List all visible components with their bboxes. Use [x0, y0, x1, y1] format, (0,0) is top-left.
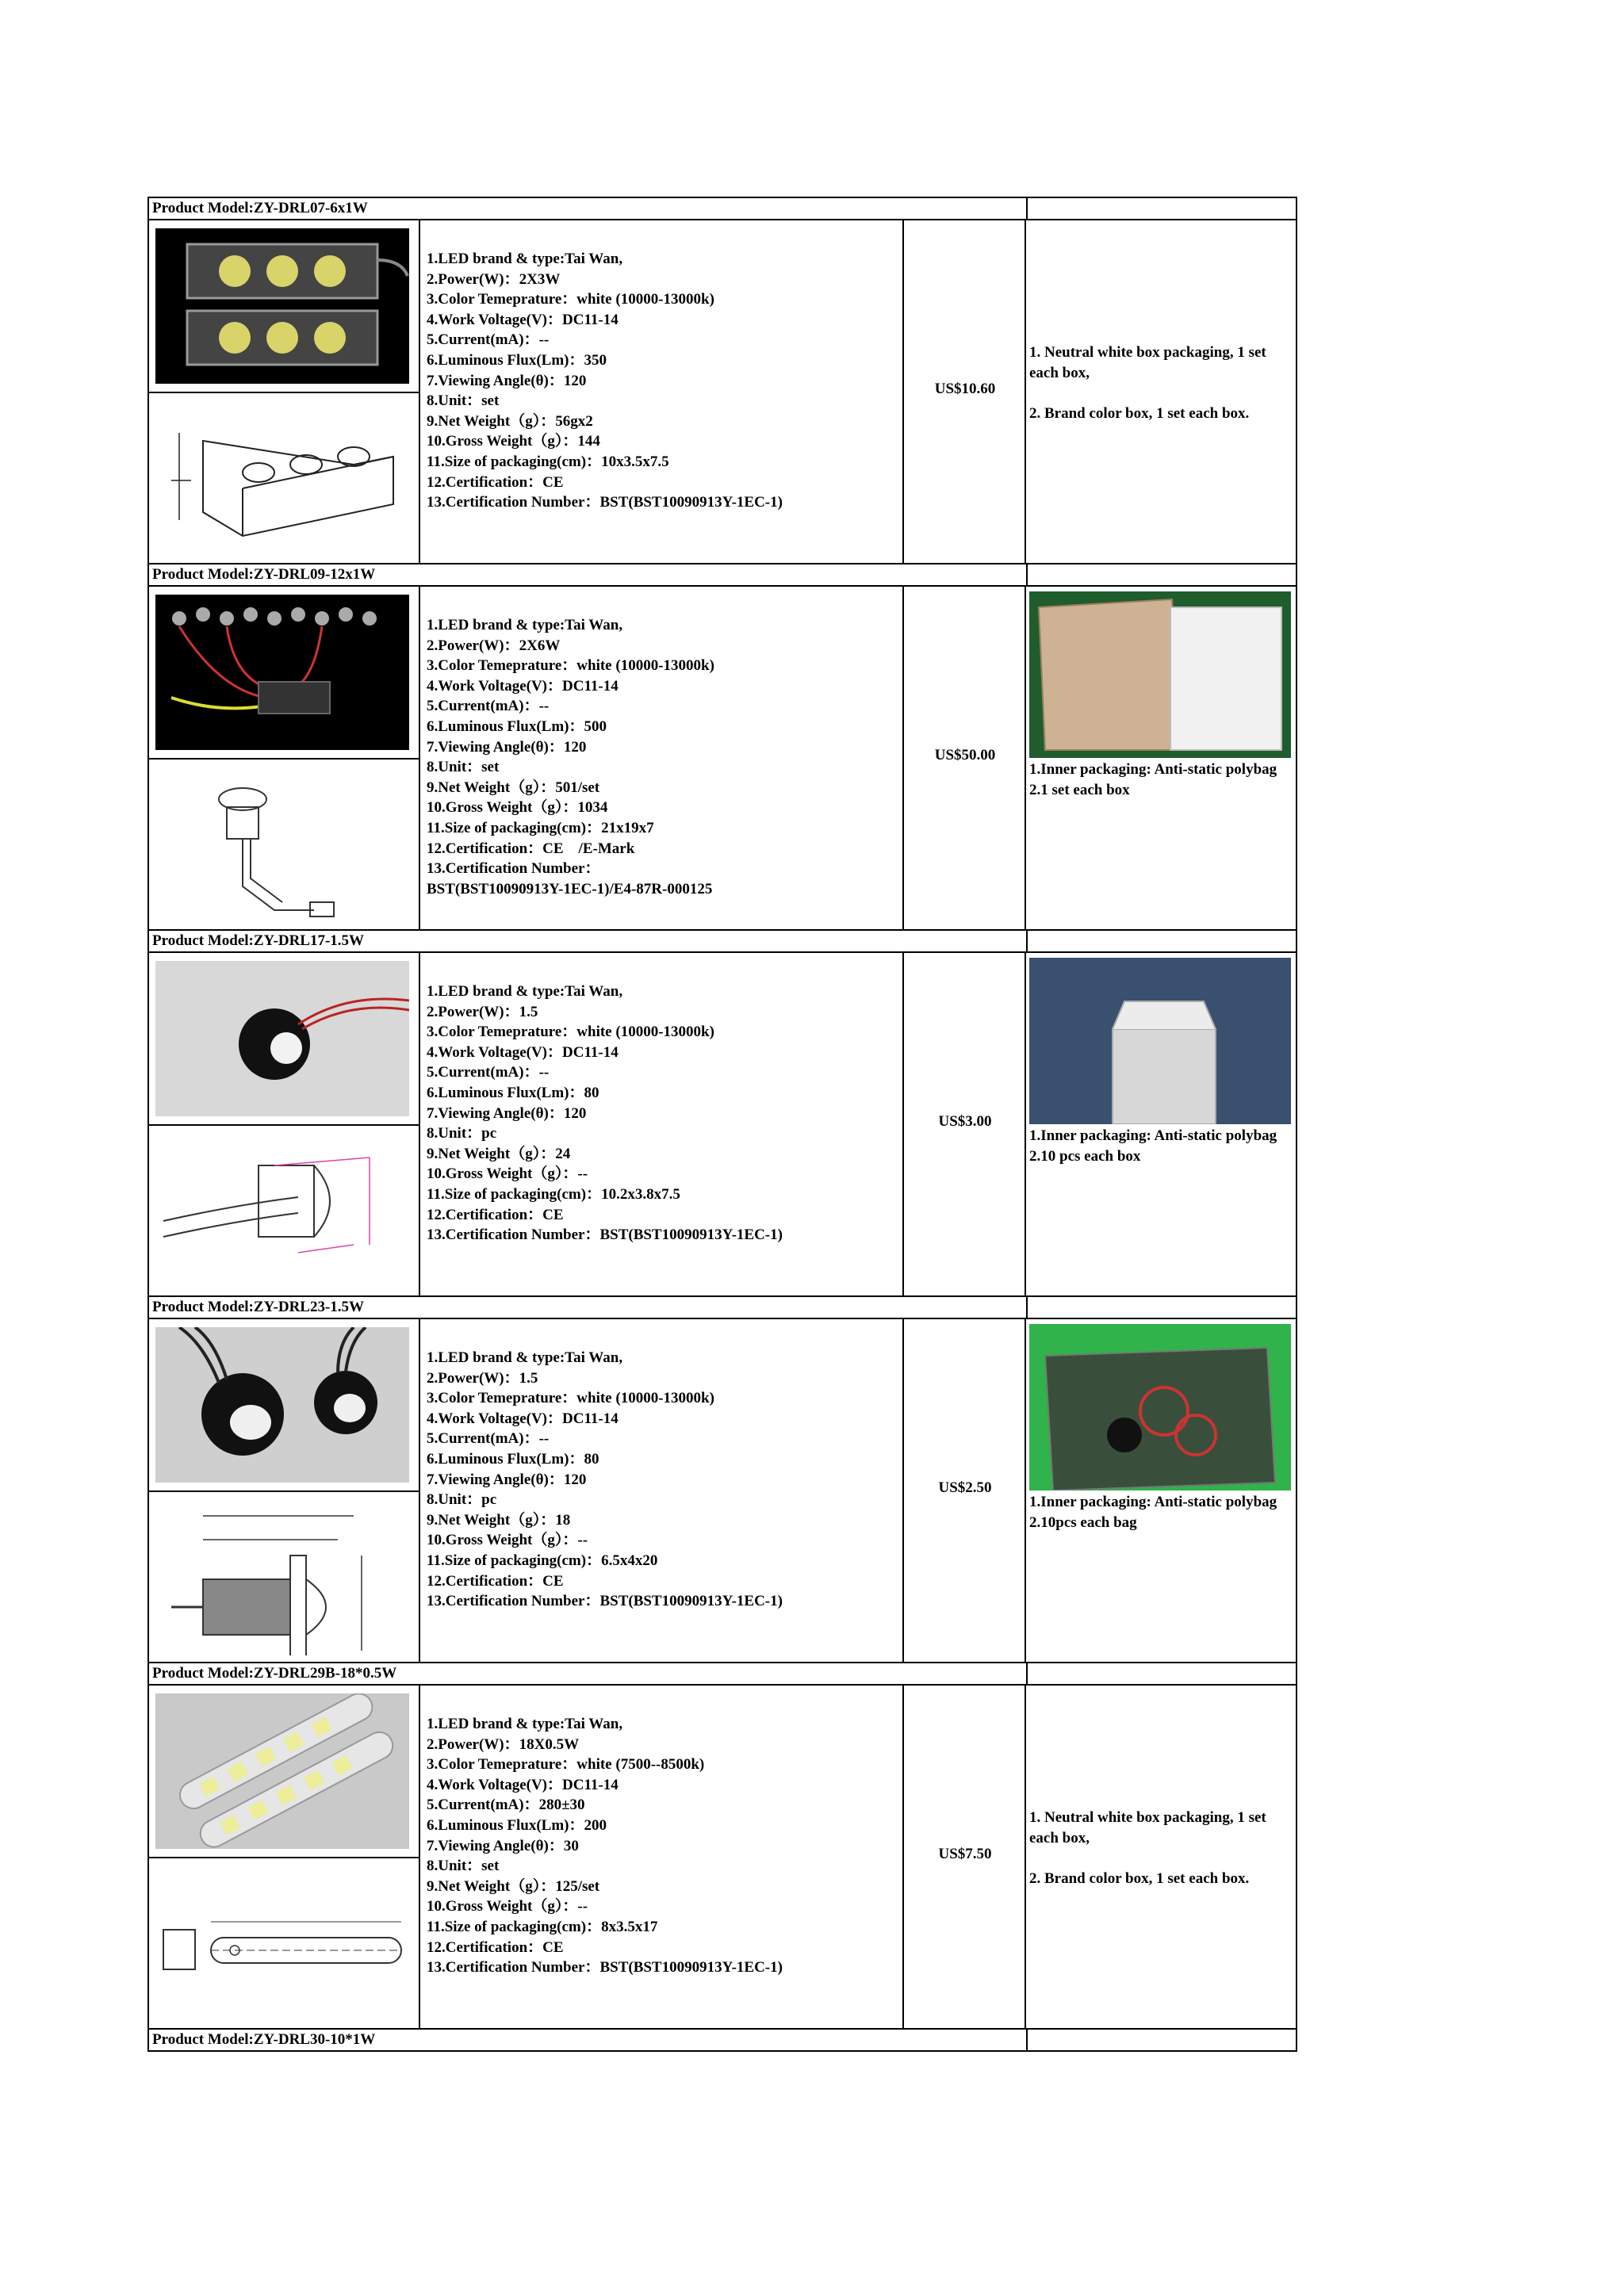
spec-list: [427, 982, 899, 1246]
twin-eagle-eye-photo-icon: [155, 1327, 409, 1483]
spec-line: 7.Viewing Angle(θ)：120: [427, 1104, 587, 1122]
product-model-label: Product Model:ZY-DRL09-12x1W: [152, 566, 376, 583]
spec-line: 3.Color Temeprature：white (10000-13000k): [427, 291, 714, 308]
spec-line: 1.LED brand & type:Tai Wan,: [427, 251, 623, 267]
spec-list: [427, 249, 899, 513]
spec-line: 9.Net Weight（g）：501/set: [427, 779, 600, 796]
product-model-label: Product Model:ZY-DRL23-1.5W: [152, 1299, 365, 1315]
product-price: US$10.60: [934, 381, 996, 397]
spec-line: 6.Luminous Flux(Lm)：350: [427, 351, 607, 369]
spec-line: 4.Work Voltage(V)：DC11-14: [427, 677, 619, 695]
image-divider: [149, 1490, 419, 1492]
spec-line: 2.Power(W)：18X0.5W: [427, 1735, 580, 1753]
product-model-header: [147, 1662, 1297, 1684]
product-model-header: [147, 2028, 1297, 2052]
eagle-eye-dim-drawing-icon: [155, 1134, 409, 1289]
product-specs-cell: [419, 220, 904, 563]
product-dimension-drawing: [155, 1500, 409, 1655]
product-specs-cell: [419, 1686, 904, 2028]
spec-line: 10.Gross Weight（g）：--: [427, 1898, 588, 1915]
led-bar-photo-icon: [155, 228, 409, 384]
spec-line: 5.Current(mA)：--: [427, 1064, 550, 1081]
bolt-dim-drawing-icon: [155, 1500, 409, 1655]
white-box-photo-icon: [1029, 958, 1291, 1124]
packaging-line: 2. Brand color box, 1 set each box.: [1029, 404, 1250, 422]
image-divider: [149, 1124, 419, 1126]
image-divider: [149, 1857, 419, 1858]
product-specs-cell: [419, 587, 904, 929]
spec-line: 11.Size of packaging(cm)：21x19x7: [427, 819, 654, 836]
spec-line: 13.Certification Number：BST(BST10090913Y-1EC-1): [427, 1226, 783, 1244]
spec-line: 3.Color Temeprature：white (10000-13000k): [427, 1024, 714, 1041]
spec-line: 7.Viewing Angle(θ)：120: [427, 738, 587, 756]
spec-line: 6.Luminous Flux(Lm)：80: [427, 1450, 599, 1468]
product-model-label: Product Model:ZY-DRL30-10*1W: [152, 2031, 376, 2048]
header-divider: [1026, 2030, 1028, 2050]
spec-line: 9.Net Weight（g）：56gx2: [427, 412, 593, 430]
spec-line: 8.Unit：set: [427, 1858, 500, 1875]
packaging-text: [1029, 1808, 1291, 1888]
spec-line: BST(BST10090913Y-1EC-1)/E4-87R-000125: [427, 880, 713, 897]
product-spec-sheet: [147, 197, 1297, 2052]
packaging-line: 2. Brand color box, 1 set each box.: [1029, 1869, 1250, 1887]
header-divider: [1026, 1297, 1028, 1318]
product-row: [147, 1684, 1297, 2028]
spec-line: 2.Power(W)：2X6W: [427, 637, 561, 654]
spec-line: 1.LED brand & type:Tai Wan,: [427, 1349, 623, 1366]
product-images-cell: [149, 1319, 419, 1662]
header-divider: [1026, 198, 1028, 219]
product-model-label: Product Model:ZY-DRL17-1.5W: [152, 932, 365, 949]
spec-line: 6.Luminous Flux(Lm)：80: [427, 1084, 599, 1101]
spec-line: 13.Certification Number：BST(BST10090913Y-1EC-1): [427, 1593, 783, 1610]
spec-line: 7.Viewing Angle(θ)：120: [427, 372, 587, 389]
product-dimension-drawing: [155, 1866, 409, 2022]
packaging-cell: [1025, 1319, 1297, 1662]
product-specs-cell: [419, 1319, 904, 1662]
product-price-cell: [902, 220, 1026, 563]
spec-list: [427, 1714, 899, 1978]
spec-line: 6.Luminous Flux(Lm)：200: [427, 1816, 607, 1834]
packaging-photo: [1029, 958, 1291, 1124]
packaging-line: 1.Inner packaging: Anti-static polybag: [1029, 1127, 1277, 1144]
spec-line: 8.Unit：set: [427, 392, 500, 410]
spec-line: 12.Certification：CE: [427, 1938, 564, 1956]
polybag-photo-icon: [1029, 1324, 1291, 1490]
product-model-header: [147, 563, 1297, 585]
spec-line: 8.Unit：pc: [427, 1125, 497, 1142]
product-price: US$7.50: [938, 1846, 992, 1862]
product-price-cell: [902, 1686, 1026, 2028]
product-images-cell: [149, 220, 419, 563]
image-divider: [149, 392, 419, 393]
product-images-cell: [149, 953, 419, 1295]
spec-line: 4.Work Voltage(V)：DC11-14: [427, 311, 619, 328]
packaging-text: [1029, 1492, 1291, 1533]
spec-list: [427, 615, 899, 899]
spec-line: 1.LED brand & type:Tai Wan,: [427, 617, 623, 633]
packaging-photo: [1029, 591, 1291, 758]
spec-list: [427, 1348, 899, 1612]
spec-line: 3.Color Temeprature：white (10000-13000k): [427, 657, 714, 675]
spec-line: 2.Power(W)：2X3W: [427, 270, 561, 288]
packaging-line: 2.10 pcs each box: [1029, 1147, 1141, 1165]
packaging-line: 1. Neutral white box packaging, 1 set each box,: [1029, 344, 1266, 381]
product-model-header: [147, 197, 1297, 219]
image-divider: [149, 758, 419, 760]
product-photo: [155, 961, 409, 1116]
packaging-line: 1. Neutral white box packaging, 1 set each box,: [1029, 1809, 1266, 1846]
spec-line: 13.Certification Number：: [427, 860, 600, 878]
led-strip-photo-icon: [155, 1693, 409, 1849]
strip-dim-drawing-icon: [155, 1866, 409, 2022]
packaging-cell: [1025, 220, 1297, 563]
spec-line: 9.Net Weight（g）：24: [427, 1145, 571, 1162]
spec-line: 1.LED brand & type:Tai Wan,: [427, 1716, 623, 1732]
spec-line: 4.Work Voltage(V)：DC11-14: [427, 1410, 619, 1427]
product-price-cell: [902, 953, 1026, 1295]
packaging-line: 2.1 set each box: [1029, 781, 1130, 798]
eagle-eye-photo-icon: [155, 961, 409, 1116]
spec-line: 5.Current(mA)：--: [427, 1430, 550, 1448]
spec-line: 5.Current(mA)：--: [427, 698, 550, 715]
spec-line: 10.Gross Weight（g）：1034: [427, 799, 608, 817]
spec-line: 7.Viewing Angle(θ)：120: [427, 1471, 587, 1488]
header-divider: [1026, 564, 1028, 585]
product-price: US$50.00: [934, 747, 996, 763]
spec-line: 9.Net Weight（g）：18: [427, 1511, 571, 1529]
spec-line: 9.Net Weight（g）：125/set: [427, 1877, 600, 1895]
product-images-cell: [149, 587, 419, 929]
packaging-text: [1029, 1126, 1291, 1166]
product-price-cell: [902, 587, 1026, 929]
spec-line: 10.Gross Weight（g）：--: [427, 1532, 588, 1549]
spec-line: 3.Color Temeprature：white (10000-13000k): [427, 1390, 714, 1407]
spec-line: 12.Certification：CE: [427, 473, 564, 491]
packaging-line: 1.Inner packaging: Anti-static polybag: [1029, 1494, 1277, 1510]
spec-line: 8.Unit：pc: [427, 1491, 497, 1509]
product-photo: [155, 1693, 409, 1849]
spec-line: 8.Unit：set: [427, 759, 500, 776]
product-model-header: [147, 929, 1297, 951]
product-model-label: Product Model:ZY-DRL29B-18*0.5W: [152, 1665, 397, 1682]
spec-line: 12.Certification：CE /E-Mark: [427, 840, 635, 857]
spec-line: 2.Power(W)：1.5: [427, 1003, 538, 1020]
spec-line: 3.Color Temeprature：white (7500--8500k): [427, 1756, 705, 1774]
eagle-eye-drawing-icon: [155, 767, 409, 923]
packaging-text: [1029, 342, 1291, 423]
header-divider: [1026, 931, 1028, 951]
spec-line: 13.Certification Number：BST(BST10090913Y-1EC-1): [427, 1959, 783, 1976]
spec-line: 4.Work Voltage(V)：DC11-14: [427, 1776, 619, 1793]
product-row: [147, 1318, 1297, 1662]
product-model-header: [147, 1295, 1297, 1318]
led-cluster-photo-icon: [155, 595, 409, 750]
spec-line: 11.Size of packaging(cm)：6.5x4x20: [427, 1552, 658, 1569]
packaging-cell: [1025, 953, 1297, 1295]
packaging-line: [1029, 383, 1291, 404]
spec-line: 12.Certification：CE: [427, 1572, 564, 1590]
spec-line: 2.Power(W)：1.5: [427, 1369, 538, 1387]
spec-line: 11.Size of packaging(cm)：10.2x3.8x7.5: [427, 1185, 680, 1203]
spec-line: 5.Current(mA)：280±30: [427, 1797, 585, 1814]
packaging-photo: [1029, 1324, 1291, 1490]
spec-line: 5.Current(mA)：--: [427, 331, 550, 349]
packaging-text: [1029, 760, 1291, 800]
product-row: [147, 951, 1297, 1295]
spec-line: 12.Certification：CE: [427, 1206, 564, 1223]
packaging-line: [1029, 1848, 1291, 1869]
product-dimension-drawing: [155, 767, 409, 923]
spec-line: 7.Viewing Angle(θ)：30: [427, 1837, 579, 1854]
product-model-label: Product Model:ZY-DRL07-6x1W: [152, 200, 368, 216]
product-specs-cell: [419, 953, 904, 1295]
spec-line: 1.LED brand & type:Tai Wan,: [427, 983, 623, 1000]
led-bar-drawing-icon: [155, 401, 409, 557]
product-dimension-drawing: [155, 1134, 409, 1289]
spec-line: 10.Gross Weight（g）：--: [427, 1165, 588, 1183]
packaging-cell: [1025, 587, 1297, 929]
product-images-cell: [149, 1686, 419, 2028]
spec-line: 4.Work Voltage(V)：DC11-14: [427, 1043, 619, 1061]
packaging-line: 1.Inner packaging: Anti-static polybag: [1029, 761, 1277, 778]
spec-line: 11.Size of packaging(cm)：10x3.5x7.5: [427, 453, 669, 470]
carton-box-photo-icon: [1029, 591, 1291, 758]
product-price-cell: [902, 1319, 1026, 1662]
product-photo: [155, 595, 409, 750]
product-photo: [155, 1327, 409, 1483]
spec-line: 13.Certification Number：BST(BST10090913Y-1EC-1): [427, 494, 783, 511]
product-row: [147, 219, 1297, 563]
product-price: US$2.50: [938, 1479, 992, 1496]
packaging-cell: [1025, 1686, 1297, 2028]
product-row: [147, 585, 1297, 929]
spec-line: 11.Size of packaging(cm)：8x3.5x17: [427, 1918, 658, 1935]
header-divider: [1026, 1663, 1028, 1684]
spec-line: 6.Luminous Flux(Lm)：500: [427, 718, 607, 735]
product-photo: [155, 228, 409, 384]
product-dimension-drawing: [155, 401, 409, 557]
spec-line: 10.Gross Weight（g）：144: [427, 433, 600, 450]
packaging-line: 2.10pcs each bag: [1029, 1513, 1137, 1531]
product-price: US$3.00: [938, 1113, 992, 1130]
